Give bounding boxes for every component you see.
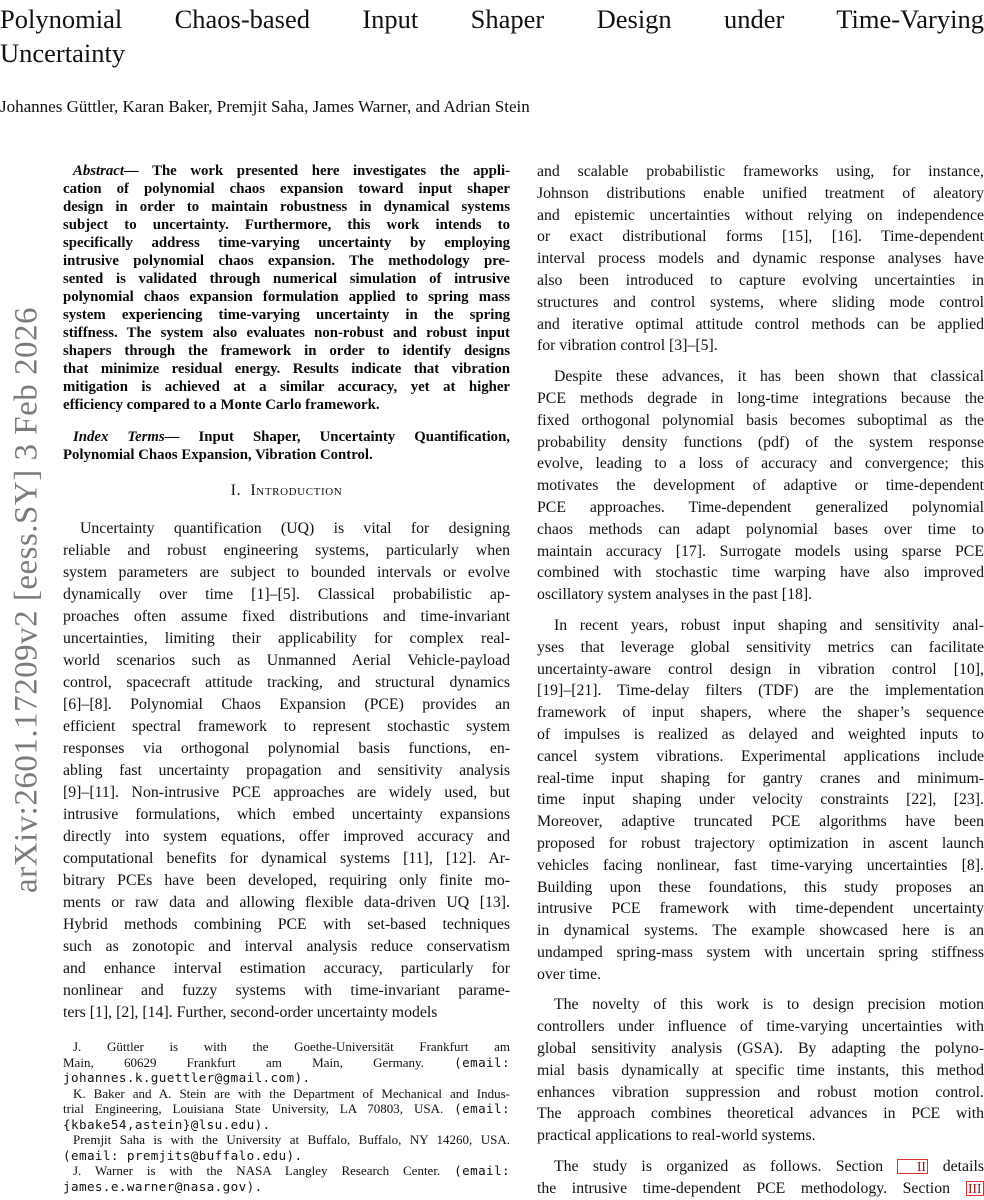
text-line: evolve, leading to a loss of accuracy and convergence; this	[537, 455, 984, 473]
text-line: responses via orthogonal polynomial basis functions, en-	[63, 740, 510, 757]
body-paragraph	[537, 161, 984, 357]
text-line: yses that leverage global sensitivity metrics can facilitate	[537, 638, 984, 656]
footnote	[63, 1163, 510, 1194]
lead-in-label: Index Terms—	[73, 429, 180, 445]
text-line: trial Engineering, Louisiana State University, LA 70803, USA. (email:	[63, 1101, 510, 1116]
text-line: ters [1], [2], [14]. Further, second-order uncertainty models	[63, 1004, 438, 1021]
text-line: Johannes Güttler, Karan Baker, Premjit Saha, James Warner, and Adrian Stein	[0, 97, 530, 116]
email-text: (email:	[454, 1163, 510, 1178]
text-line: for vibration control [3]–[5].	[537, 337, 718, 355]
text-line: computational benefits for dynamical systems [11], [12]. Ar-	[63, 850, 510, 867]
text-line: [19]–[21]. Time-delay filters (TDF) are the implementation	[537, 682, 984, 700]
text-line: Uncertainty	[0, 38, 126, 68]
text-line: reliable and robust engineering systems, particularly when	[63, 542, 510, 559]
text-line: or exact distributional forms [15], [16]. Time-dependent	[537, 228, 984, 246]
section-ref-link[interactable]: III	[966, 1181, 984, 1196]
text-line: and enhance interval estimation accuracy, particularly for	[63, 960, 510, 977]
text-line: intrusive polynomial chaos expansion. The methodology pre-	[63, 253, 510, 269]
text-line: also been introduced to capture evolving uncertainties in	[537, 271, 984, 289]
text-line: J. Warner is with the NASA Langley Research Center. (email:	[73, 1163, 510, 1178]
email-text: johannes.k.guettler@gmail.com).	[63, 1070, 311, 1085]
text-line: enhances vibration suppression and robust motion control.	[537, 1083, 984, 1101]
introduction-paragraph	[63, 518, 510, 1024]
text-line: Hybrid methods combining PCE with set-based techniques	[63, 916, 510, 933]
text-line: efficiency compared to a Monte Carlo framework.	[63, 397, 380, 413]
text-line: The study is organized as follows. Section II details	[554, 1158, 984, 1176]
text-line: specifically address time-varying uncertainty by employing	[63, 235, 510, 251]
text-line: cation of polynomial chaos expansion toward input shaper	[63, 181, 510, 197]
email-text: james.e.warner@nasa.gov).	[63, 1178, 263, 1194]
text-line: global sensitivity analysis (GSA). By adapting the polyno-	[537, 1040, 984, 1058]
lead-in-label: Abstract—	[73, 163, 139, 179]
text-line: efficient spectral framework to represent stochastic system	[63, 718, 510, 735]
author-footnotes	[63, 1039, 510, 1194]
text-line: polynomial chaos expansion formulation applied to spring mass	[63, 289, 510, 305]
text-line: Building upon these foundations, this study proposes an	[537, 878, 984, 896]
text-line: and iterative optimal attitude control methods can be applied	[537, 315, 984, 333]
text-line: in dynamical systems. The example showcased here is an	[537, 922, 984, 940]
text-line: mial basis dynamically at specific time instants, this method	[537, 1061, 984, 1079]
body-paragraph	[537, 615, 984, 986]
text-line: directly into system equations, offer improved accuracy and	[63, 828, 510, 845]
text-line: framework of input shapers, where the shaper’s sequence	[537, 704, 984, 722]
paper-title	[0, 2, 984, 70]
text-line: [9]–[11]. Non-intrusive PCE approaches are widely used, but	[63, 784, 510, 801]
text-line: mitigation is achieved at a similar accuracy, yet at higher	[63, 379, 510, 395]
text-line: controllers under influence of time-varying uncertainties with	[537, 1018, 984, 1036]
text-line: proposed for robust trajectory optimization in ascent launch	[537, 834, 984, 852]
text-line: combined with stochastic time warping have also improved	[537, 564, 984, 582]
email-text: {kbake54,astein}@lsu.edu).	[63, 1116, 271, 1132]
text-line: control, spacecraft attitude tracking, and structural dynamics	[63, 674, 510, 691]
left-column	[63, 162, 510, 1194]
authors-line	[0, 96, 984, 118]
right-column	[537, 161, 984, 1200]
text-line: In recent years, robust input shaping and sensitivity anal-	[554, 616, 984, 634]
text-line: design in order to maintain robustness in dynamical systems	[63, 199, 510, 215]
text-line: proaches often assume fixed distributions and time-invariant	[63, 608, 510, 625]
text-line: that minimize residual energy. Results indicate that vibration	[63, 361, 510, 377]
text-line: dynamically over time [1]–[5]. Classical probabilistic ap-	[63, 586, 510, 603]
text-line	[63, 1117, 510, 1133]
text-line: system parameters are subject to bounded intervals or evolve	[63, 564, 510, 581]
footnote	[63, 1039, 510, 1086]
footnote	[63, 1132, 510, 1163]
text-line: PCE methods degrade in long-time integrations because the	[537, 389, 984, 407]
body-paragraph	[537, 1156, 984, 1200]
text-line: PCE approaches. Time-dependent generalized polynomial	[537, 498, 984, 516]
text-line: world scenarios such as Unmanned Aerial Vehicle-payload	[63, 652, 510, 669]
text-line: practical applications to real-world systems.	[537, 1127, 816, 1145]
text-line: cancel system vibrations. Experimental applications include	[537, 747, 984, 765]
text-line: sented is validated through numerical simulation of intrusive	[63, 271, 510, 287]
text-line: chaos methods can adapt polynomial bases over time to	[537, 520, 984, 538]
email-text: (email:	[454, 1101, 510, 1116]
text-line: and epistemic uncertainties without relying on independence	[537, 206, 984, 224]
abstract	[63, 162, 510, 414]
email-text: (email:	[454, 1054, 510, 1070]
text-line: J. Güttler is with the Goethe-Universität Frankfurt am	[73, 1039, 510, 1054]
text-line: Despite these advances, it has been shown that classical	[554, 368, 984, 386]
text-line	[63, 1070, 510, 1086]
text-line: Main, 60629 Frankfurt am Main, Germany. (email:	[63, 1054, 510, 1070]
text-line: The novelty of this work is to design precision motion	[554, 996, 984, 1014]
text-line: K. Baker and A. Stein are with the Department of Mechanical and Indus-	[73, 1085, 510, 1101]
text-line: probability density functions (pdf) of the system response	[537, 433, 984, 451]
text-line: the intrusive time-dependent PCE methodology. Section III	[537, 1178, 984, 1200]
text-line: intrusive formulations, which embed uncertainty expansions	[63, 806, 510, 823]
text-line: interval process models and dynamic response analyses have	[537, 250, 984, 268]
text-line: and scalable probabilistic frameworks using, for instance,	[537, 163, 984, 180]
text-line	[63, 1179, 510, 1195]
text-line: intrusive PCE framework with time-dependent uncertainty	[537, 900, 984, 918]
text-line: Moreover, adaptive truncated PCE algorithms have been	[537, 813, 984, 831]
text-line: uncertainties, limiting their applicability for complex real-	[63, 630, 510, 647]
text-line: fixed orthogonal polynomial basis becomes suboptimal as the	[537, 411, 984, 429]
text-line: motivates the development of adaptive or time-dependent	[537, 477, 984, 495]
text-line: bitrary PCEs have been developed, requiring only finite mo-	[63, 872, 510, 889]
text-line: system experiencing time-varying uncertainty in the spring	[63, 307, 510, 323]
text-line: vehicles facing nonlinear, fast time-varying uncertainties [8].	[537, 856, 984, 874]
text-line: [6]–[8]. Polynomial Chaos Expansion (PCE) provides an	[63, 696, 510, 713]
text-line: The approach combines theoretical advances in PCE with	[537, 1105, 984, 1123]
text-line: of impulses is realized as delayed and weighted inputs to	[537, 725, 984, 743]
text-line: oscillatory system analyses in the past [18].	[537, 586, 813, 604]
text-line: shapers through the framework in order to identify designs	[63, 343, 510, 359]
section-ref-link[interactable]: II	[897, 1159, 928, 1174]
text-line	[63, 1148, 510, 1164]
text-line: subject to uncertainty. Furthermore, this work intends to	[63, 217, 510, 233]
body-paragraph	[537, 366, 984, 606]
text-line: Johnson distributions enable unified treatment of aleatory	[537, 184, 984, 202]
text-line: Premjit Saha is with the University at Buffalo, Buffalo, NY 14260, USA.	[73, 1132, 510, 1147]
text-line: Uncertainty quantification (UQ) is vital for designing	[80, 520, 510, 537]
text-line: Index Terms— Input Shaper, Uncertainty Quantification,	[73, 429, 511, 445]
text-line: Abstract— The work presented here investigates the appli-	[73, 163, 510, 179]
index-terms	[63, 428, 510, 464]
text-line: abling fast uncertainty propagation and sensitivity analysis	[63, 762, 510, 779]
text-line: undamped spring-mass system with uncertain spring stiffness	[537, 943, 984, 961]
body-paragraph	[537, 994, 984, 1147]
arxiv-watermark: arXiv:2601.17209v2 [eess.SY] 3 Feb 2026	[8, 307, 45, 893]
section-heading-introduction: I. Introduction	[230, 482, 343, 499]
text-line: such as zonotopic and interval analysis reduce conservatism	[63, 938, 510, 955]
footnote	[63, 1086, 510, 1133]
text-line: nonlinear and fuzzy systems with time-invariant parame-	[63, 982, 510, 999]
text-line: time input shaping under velocity constraints [22], [23].	[537, 791, 984, 809]
text-line: Polynomial Chaos-based Input Shaper Design under Time-Varying	[0, 4, 984, 34]
text-line: uncertainty-aware control design in vibration control [10],	[537, 660, 984, 678]
email-text: (email: premjits@buffalo.edu).	[63, 1147, 303, 1163]
text-line: maintain accuracy [17]. Surrogate models using sparse PCE	[537, 542, 984, 560]
text-line: over time.	[537, 965, 602, 983]
text-line: ments or raw data and allowing flexible data-driven UQ [13].	[63, 894, 510, 911]
text-line: Polynomial Chaos Expansion, Vibration Control.	[63, 447, 373, 463]
text-line: stiffness. The system also evaluates non-robust and robust input	[63, 325, 510, 341]
text-line: structures and control systems, where sliding mode control	[537, 293, 984, 311]
text-line: real-time input shaping for gantry cranes and minimum-	[537, 769, 984, 787]
